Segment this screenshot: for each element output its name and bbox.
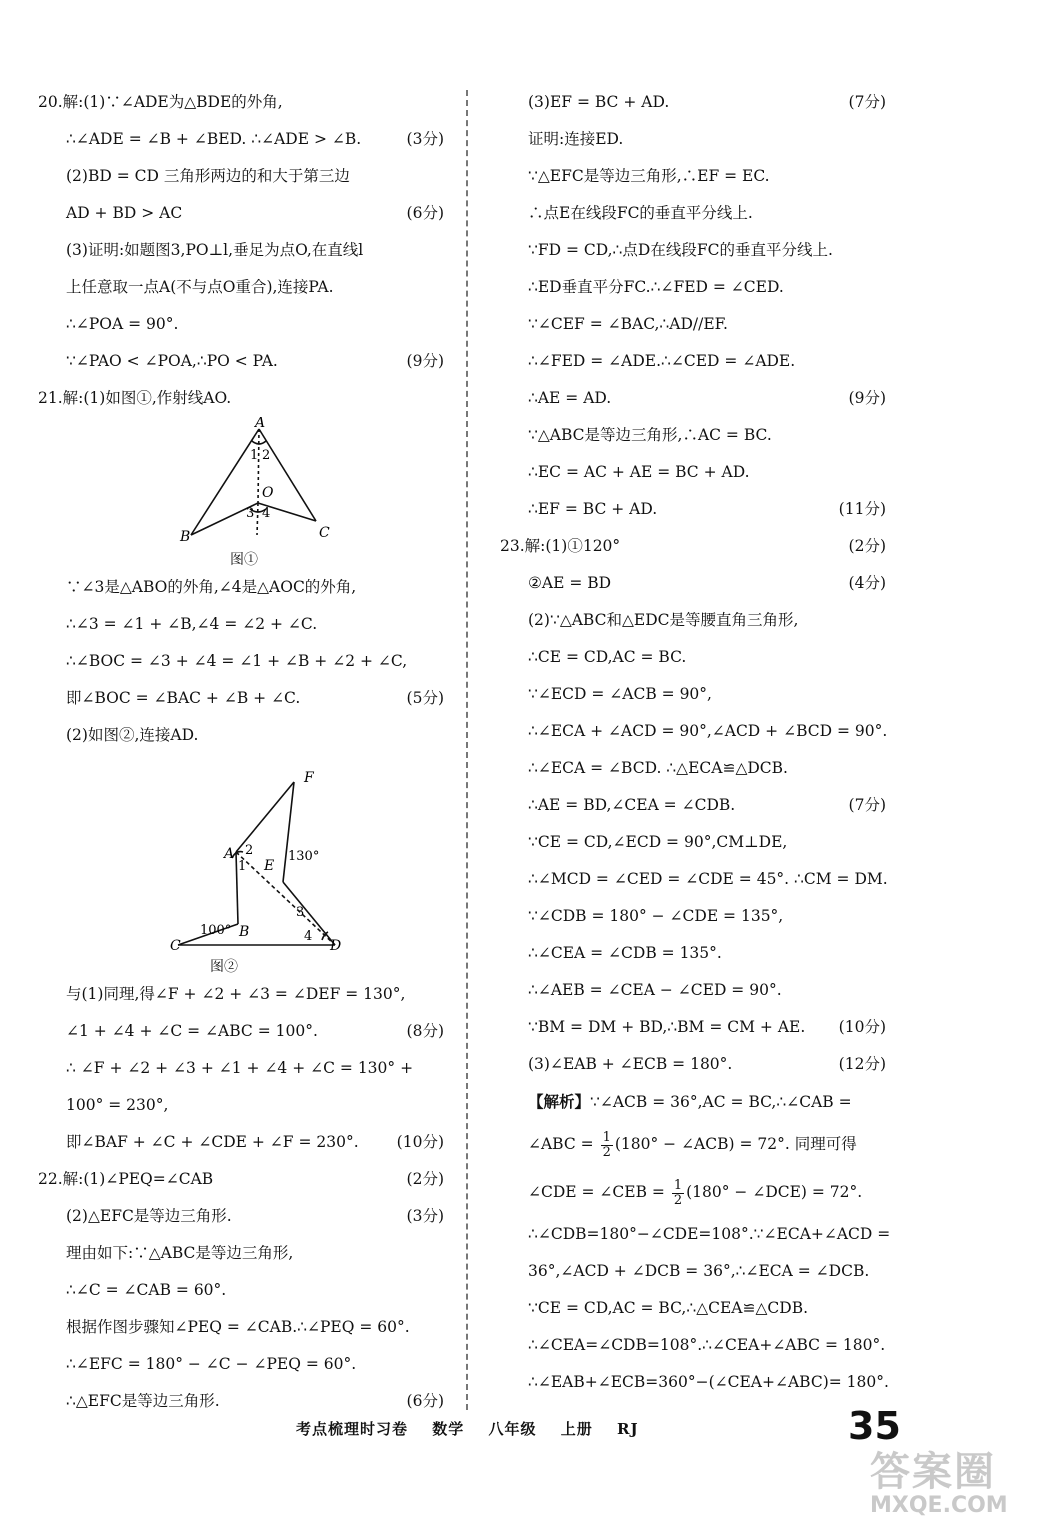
- q22-line-3: ∴∠C = ∠CAB = 60°.: [66, 1281, 227, 1299]
- q22-line-5: ∴∠EFC = 180° − ∠C − ∠PEQ = 60°.: [66, 1355, 357, 1373]
- r-line-20: ∵CE = CD,∠ECD = 90°,CM⊥DE,: [528, 833, 788, 851]
- fig2-label-B: B: [239, 924, 250, 940]
- q21b-line-3: 即∠BOC = ∠BAC + ∠B + ∠C. (5分): [66, 689, 444, 707]
- analysis-line-1: 【解析】∵∠ACB = 36°,AC = BC,∴∠CAB =: [528, 1092, 852, 1111]
- r-line-1: 证明:连接ED.: [528, 130, 624, 148]
- page-number: 35: [848, 1404, 901, 1448]
- r-line-14: (2)∵△ABC和△EDC是等腰直角三角形,: [528, 611, 799, 629]
- q21b-line-0: ∵∠3是△ABO的外角,∠4是△AOC的外角,: [66, 578, 357, 596]
- column-divider: [466, 90, 468, 1410]
- q21c-line-4: 即∠BAF + ∠C + ∠CDE + ∠F = 230°. (10分): [66, 1133, 444, 1151]
- q20-line-0: 20.解:(1)∵∠ADE为△BDE的外角,: [38, 93, 283, 111]
- r-line-5: ∴ED垂直平分FC.∴∠FED = ∠CED.: [528, 278, 784, 296]
- fig1-label-A: A: [255, 417, 266, 431]
- q20-line-2: (2)BD = CD 三角形两边的和大于第三边: [66, 167, 350, 185]
- r-line-15: ∴CE = CD,AC = BC.: [528, 648, 687, 666]
- q21-proof-1: [38, 569, 450, 754]
- fig2-label-2: 2: [245, 843, 254, 858]
- analysis-line-4: ∴∠CDB=180°−∠CDE=108°.∵∠ECA+∠ACD =: [528, 1225, 891, 1243]
- figure-2-diagram: [38, 754, 450, 950]
- figure-2: [38, 754, 450, 976]
- q22-part3-q23-block: [500, 84, 892, 1083]
- fraction-half-1: $\frac{1}{2}$: [602, 1129, 611, 1160]
- q21b-line-2: ∴∠BOC = ∠3 + ∠4 = ∠1 + ∠B + ∠2 + ∠C,: [66, 652, 408, 670]
- q20-block: [38, 84, 450, 380]
- q22-line-0: 22.解:(1)∠PEQ=∠CAB (2分): [38, 1170, 444, 1188]
- fig2-label-1: 1: [238, 859, 247, 874]
- analysis-tag: 【解析】: [528, 1092, 591, 1111]
- watermark-bottom: MXQE.COM: [870, 1493, 1008, 1518]
- r-line-23: ∴∠CEA = ∠CDB = 135°.: [528, 944, 722, 962]
- q20-line-3: AD + BD > AC (6分): [66, 204, 444, 222]
- q20-line-1: ∴∠ADE = ∠B + ∠BED. ∴∠ADE > ∠B. (3分): [66, 130, 444, 148]
- q21c-line-1: ∠1 + ∠4 + ∠C = ∠ABC = 100°. (8分): [66, 1022, 444, 1040]
- figure-1-diagram: [38, 417, 450, 543]
- fig2-label-4: 4: [304, 929, 313, 944]
- q22-line-1: (2)△EFC是等边三角形. (3分): [66, 1207, 444, 1225]
- footer-volume: 上册: [560, 1420, 593, 1438]
- r-line-8: ∴AE = AD. (9分): [528, 389, 886, 407]
- r-line-13: ②AE = BD (4分): [528, 574, 886, 592]
- fig2-angle-130: 130°: [288, 849, 320, 864]
- fig1-label-O: O: [262, 485, 274, 501]
- q20-line-4: (3)证明:如题图3,PO⊥l,垂足为点O,在直线l: [66, 241, 364, 259]
- q21c-line-0: 与(1)同理,得∠F + ∠2 + ∠3 = ∠DEF = 130°,: [66, 985, 406, 1003]
- fig2-label-3: 3: [296, 905, 305, 920]
- fig2-label-D: D: [330, 938, 342, 950]
- analysis-line-3: ∠CDE = ∠CEB = $\frac{1}{2}$ (180° − ∠DCE) = 72°.: [528, 1177, 863, 1208]
- footer-edition: RJ: [617, 1420, 639, 1438]
- fig2-label-C: C: [170, 938, 181, 950]
- footer-subject: 数学: [432, 1420, 465, 1438]
- figure-1-caption: 图①: [230, 552, 258, 568]
- q22-line-4: 根据作图步骤知∠PEQ = ∠CAB.∴∠PEQ = 60°.: [66, 1318, 410, 1336]
- footer-grade: 八年级: [488, 1420, 537, 1438]
- r-line-17: ∴∠ECA + ∠ACD = 90°,∠ACD + ∠BCD = 90°.: [528, 722, 888, 740]
- q20-line-6: ∴∠POA = 90°.: [66, 315, 179, 333]
- analysis-line-2: ∠ABC = $\frac{1}{2}$ (180° − ∠ACB) = 72°. 同理可得: [528, 1129, 857, 1160]
- fig1-label-2: 2: [262, 448, 271, 463]
- q21c-line-2: ∴ ∠F + ∠2 + ∠3 + ∠1 + ∠4 + ∠C = 130° +: [66, 1059, 414, 1077]
- q20-line-5: 上任意取一点A(不与点O重合),连接PA.: [66, 278, 334, 296]
- fig2-angle-100: 100°: [200, 923, 232, 938]
- left-column: [38, 84, 450, 1420]
- r-line-2: ∵△EFC是等边三角形,∴EF = EC.: [528, 167, 770, 185]
- r-line-22: ∵∠CDB = 180° − ∠CDE = 135°,: [528, 907, 784, 925]
- fraction-half-2: $\frac{1}{2}$: [673, 1177, 683, 1208]
- q20-line-7: ∵∠PAO < ∠POA,∴PO < PA. (9分): [66, 352, 444, 370]
- r-line-18: ∴∠ECA = ∠BCD. ∴△ECA≌△DCB.: [528, 759, 788, 777]
- fig1-label-1: 1: [250, 448, 259, 463]
- fig2-label-E: E: [264, 858, 275, 874]
- r-line-3: ∴点E在线段FC的垂直平分线上.: [528, 204, 753, 222]
- r-line-25: ∵BM = DM + BD,∴BM = CM + AE. (10分): [528, 1018, 886, 1036]
- q22-line-2: 理由如下:∵△ABC是等边三角形,: [66, 1244, 294, 1262]
- figure-2-caption: 图②: [210, 959, 238, 975]
- fig2-label-F: F: [304, 770, 314, 786]
- q21-line-0: 21.解:(1)如图①,作射线AO.: [38, 389, 232, 407]
- fig2-label-A: A: [224, 846, 235, 862]
- fig1-label-B: B: [180, 529, 191, 543]
- q21b-line-4: (2)如图②,连接AD.: [66, 726, 199, 744]
- analysis-line-8: ∴∠EAB+∠ECB=360°−(∠CEA+∠ABC)= 180°.: [528, 1373, 889, 1391]
- analysis-line-6: ∵CE = CD,AC = BC,∴△CEA≌△CDB.: [528, 1299, 809, 1317]
- r-line-0: (3)EF = BC + AD. (7分): [528, 93, 886, 111]
- r-line-19: ∴AE = BD,∠CEA = ∠CDB. (7分): [528, 796, 886, 814]
- right-column: [500, 84, 892, 1401]
- r-line-16: ∵∠ECD = ∠ACB = 90°,: [528, 685, 712, 703]
- r-line-9: ∵△ABC是等边三角形,∴AC = BC.: [528, 426, 772, 444]
- analysis-line-7: ∴∠CEA=∠CDB=108°.∴∠CEA+∠ABC = 180°.: [528, 1336, 886, 1354]
- q22-line-6: ∴△EFC是等边三角形. (6分): [66, 1392, 444, 1410]
- analysis-line-5: 36°,∠ACD + ∠DCB = 36°,∴∠ECA = ∠DCB.: [528, 1262, 870, 1280]
- r-line-11: ∴EF = BC + AD. (11分): [528, 500, 886, 518]
- analysis-block: [500, 1083, 892, 1401]
- figure-1: [38, 417, 450, 569]
- r-line-26: (3)∠EAB + ∠ECB = 180°. (12分): [528, 1055, 886, 1073]
- r-line-10: ∴EC = AC + AE = BC + AD.: [528, 463, 750, 481]
- fig1-label-C: C: [319, 525, 330, 541]
- fig1-label-3: 3: [246, 506, 255, 521]
- r-line-21: ∴∠MCD = ∠CED = ∠CDE = 45°. ∴CM = DM.: [528, 870, 888, 888]
- q21-q22-block: [38, 976, 450, 1420]
- r-line-24: ∴∠AEB = ∠CEA − ∠CED = 90°.: [528, 981, 782, 999]
- q21c-line-3: 100° = 230°,: [66, 1096, 169, 1114]
- r-line-6: ∵∠CEF = ∠BAC,∴AD//EF.: [528, 315, 728, 333]
- watermark-top: 答案圈: [870, 1449, 996, 1495]
- q21b-line-1: ∴∠3 = ∠1 + ∠B,∠4 = ∠2 + ∠C.: [66, 615, 318, 633]
- watermark: [870, 1440, 1040, 1530]
- page-footer: [296, 1418, 657, 1439]
- r-line-12: 23.解:(1)①120° (2分): [500, 537, 886, 555]
- r-line-7: ∴∠FED = ∠ADE.∴∠CED = ∠ADE.: [528, 352, 796, 370]
- footer-book-title: 考点梳理时习卷: [296, 1420, 409, 1438]
- r-line-4: ∵FD = CD,∴点D在线段FC的垂直平分线上.: [528, 241, 833, 259]
- fig1-label-4: 4: [262, 506, 271, 521]
